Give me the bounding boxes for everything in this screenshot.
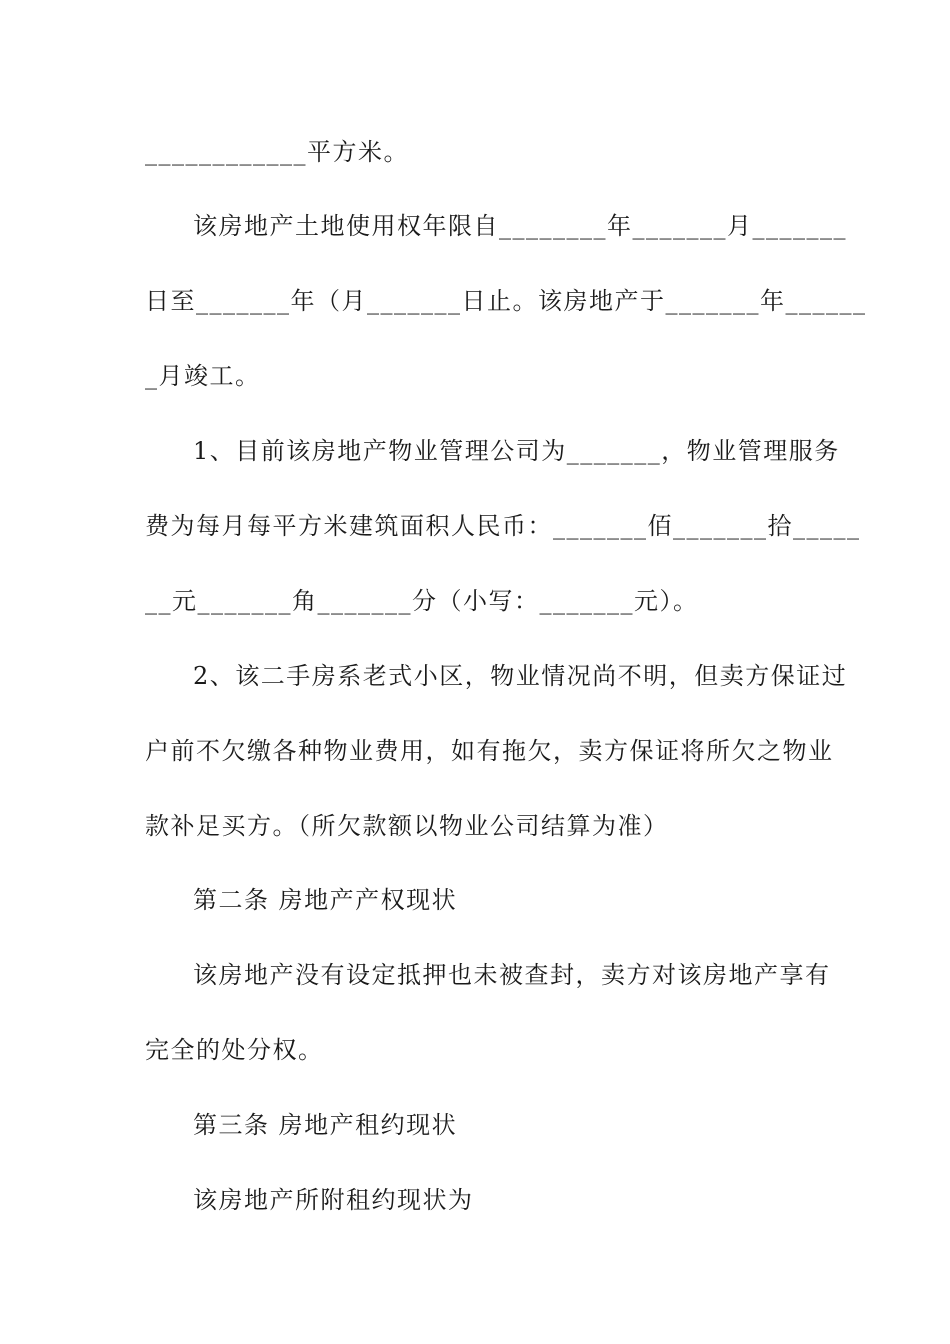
section-heading-article-3: 第三条 房地产租约现状 bbox=[193, 1111, 458, 1139]
text-line-term-end: 日至_______年（月_______日止。该房地产于_______年______ bbox=[145, 287, 867, 315]
text-line-clause-2-end: 款补足买方。（所欠款额以物业公司结算为准） bbox=[145, 812, 669, 840]
text-line-land-use-term: 该房地产土地使用权年限自________年_______月_______ bbox=[193, 212, 847, 240]
text-line-article-2-start: 该房地产没有设定抵押也未被查封，卖方对该房地产享有 bbox=[193, 961, 831, 989]
text-line-clause-1-start: 1、目前该房地产物业管理公司为_______，物业管理服务 bbox=[193, 437, 840, 465]
text-line-clause-2-middle: 户前不欠缴各种物业费用，如有拖欠，卖方保证将所欠之物业 bbox=[145, 737, 834, 765]
text-line-clause-1-fee: 费为每月每平方米建筑面积人民币：_______佰_______拾_____ bbox=[145, 512, 861, 540]
text-line-clause-1-amount: __元_______角_______分（小写：_______元）。 bbox=[145, 587, 699, 615]
text-line-clause-2-start: 2、该二手房系老式小区，物业情况尚不明，但卖方保证过 bbox=[193, 662, 848, 690]
text-line-article-2-end: 完全的处分权。 bbox=[145, 1036, 324, 1064]
text-line-article-3-start: 该房地产所附租约现状为 bbox=[193, 1186, 474, 1214]
text-line-completion: _月竣工。 bbox=[145, 362, 261, 390]
text-line-area-unit: ____________平方米。 bbox=[145, 138, 409, 166]
section-heading-article-2: 第二条 房地产产权现状 bbox=[193, 886, 458, 914]
